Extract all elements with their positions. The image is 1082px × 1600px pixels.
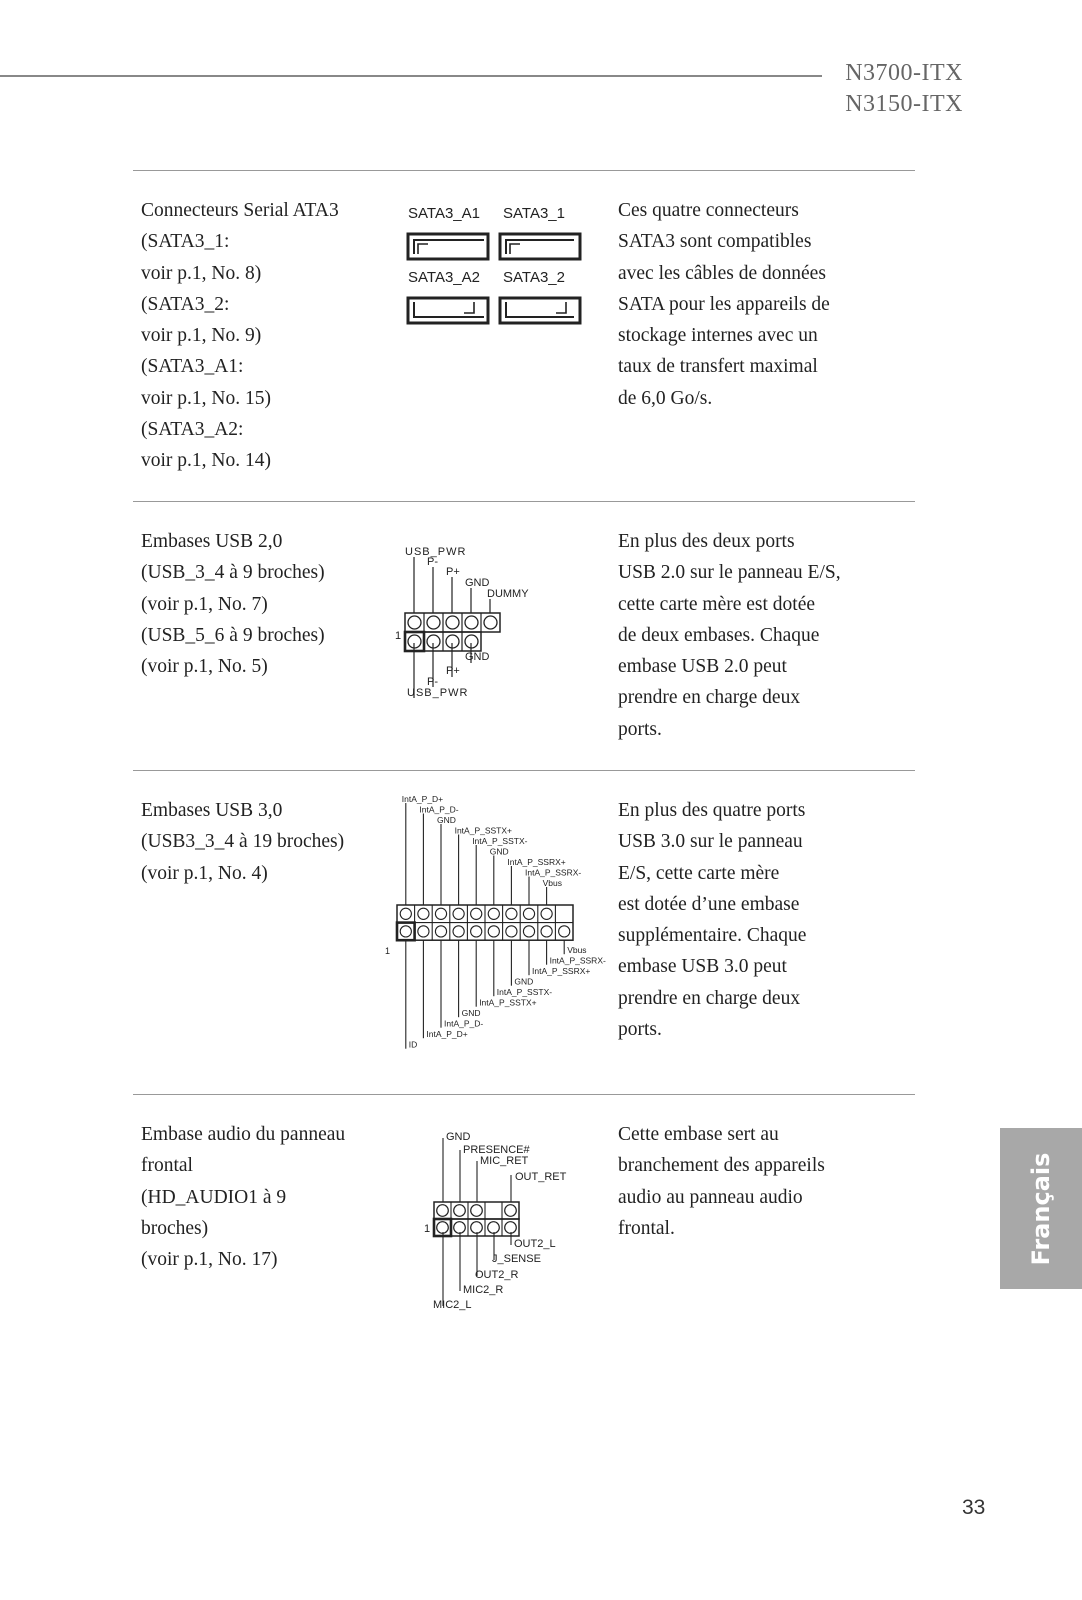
sata3-a1-connector (408, 234, 488, 259)
sata3-1-label: SATA3_1 (503, 205, 565, 222)
usb2-pin-label: GND (465, 651, 490, 663)
language-tab (1000, 1128, 1082, 1289)
usb3-pin-label: GND (514, 976, 534, 987)
usb3-header-explanation: En plus des quatre ports USB 3.0 sur le panneau E/S, cette carte mère est dotée d’une embase supplémentaire. Chaque embase USB 3.0 peut prendre en charge deux ports. (618, 800, 807, 1041)
usb3-pin-label: Vbus (567, 945, 587, 956)
hd-audio-explanation: Cette embase sert au branchement des appareils audio au panneau audio frontal. (618, 1124, 825, 1239)
sata-connector-explanation: Ces quatre connecteurs SATA3 sont compatibles avec les câbles de données SATA pour les appareils de stockage internes avec un taux de transfert maximal de 6,0 Go/s. (618, 200, 830, 409)
audio-pin-label: J_SENSE (492, 1253, 541, 1265)
sata3-2-label: SATA3_2 (503, 269, 565, 286)
usb3-pin-label: ID (408, 1039, 418, 1050)
section-divider (133, 501, 915, 502)
usb3-pin-label: IntA_P_SSRX+ (532, 966, 591, 977)
usb3-pin-label: IntA_P_SSTX+ (479, 997, 537, 1008)
usb2-header-diagram (395, 545, 565, 710)
language-tab-label: Français (1027, 1152, 1055, 1265)
sata3-2-connector (500, 298, 580, 323)
audio-pin-label: PRESENCE# (463, 1144, 530, 1156)
usb2-pin-label: P- (427, 676, 438, 688)
usb3-pin-label: IntA_P_D+ (426, 1029, 468, 1040)
audio-pin-label: OUT2_L (514, 1238, 556, 1250)
audio-pin-label: MIC2_R (463, 1284, 504, 1296)
audio-pin-label: MIC2_L (433, 1299, 472, 1311)
usb3-pin-label: Vbus (542, 878, 562, 888)
usb3-pin-label: GND (461, 1008, 481, 1019)
sata3-a2-label: SATA3_A2 (408, 269, 480, 286)
section-divider (133, 170, 915, 171)
audio-pin-label: OUT_RET (515, 1171, 567, 1183)
hd-audio-description: Embase audio du panneau frontal (HD_AUDIO1 à 9 broches) (voir p.1, No. 17) (141, 1124, 346, 1271)
audio-pin-label: MIC_RET (480, 1155, 529, 1167)
section-divider (133, 770, 915, 771)
usb3-header-diagram (385, 794, 606, 1080)
usb2-pin-label: USB_PWR (407, 687, 469, 699)
sata3-1-connector (500, 234, 580, 259)
usb2-pin-label: P- (427, 556, 438, 568)
usb2-pin-label: P+ (446, 566, 460, 578)
sata-connector-description: Connecteurs Serial ATA3 (SATA3_1: voir p.1, No. 8) (SATA3_2: voir p.1, No. 9) (SATA3_A1: voir p.1, No. 15) (SATA3_A2: voir p.1, No. 14) (141, 200, 339, 472)
audio-pin-label: OUT2_R (475, 1269, 519, 1281)
audio-pin-label: GND (446, 1131, 471, 1143)
usb3-pin-label: IntA_P_SSRX- (549, 955, 606, 966)
usb2-pin-label: USB_PWR (405, 546, 467, 558)
usb2-header-description: Embases USB 2,0 (USB_3_4 à 9 broches) (voir p.1, No. 7) (USB_5_6 à 9 broches) (voir p.1, No. 5) (141, 531, 325, 678)
usb3-pin-label: IntA_P_D- (444, 1018, 484, 1029)
usb3-pin-label: IntA_P_D- (419, 804, 459, 815)
usb2-pin1-marker: 1 (395, 630, 402, 642)
usb3-pin1-marker: 1 (385, 946, 391, 956)
sata3-a2-connector (408, 298, 488, 323)
usb3-pin-label: IntA_P_SSRX+ (507, 857, 566, 867)
usb3-pin-label: IntA_P_SSTX- (496, 987, 553, 998)
usb3-pin-label: IntA_P_SSRX- (525, 867, 582, 878)
usb3-pin-label: IntA_P_SSTX- (472, 836, 528, 846)
usb2-pin-label: DUMMY (487, 588, 529, 600)
usb3-pin-label: GND (489, 846, 509, 857)
hd-audio-header-diagram (420, 1128, 580, 1318)
sata-connectors-diagram (400, 200, 590, 330)
model-name-1: N3700-ITX (845, 60, 963, 86)
section-divider (133, 1094, 915, 1095)
usb3-pin-label: IntA_P_SSTX+ (454, 825, 513, 836)
usb2-pin-label: GND (465, 577, 490, 589)
usb2-header-explanation: En plus des deux ports USB 2.0 sur le panneau E/S, cette carte mère est dotée de deux embases. Chaque embase USB 2.0 peut prendre en charge deux ports. (618, 531, 841, 740)
model-name-2: N3150-ITX (845, 91, 963, 117)
usb3-pin-label: IntA_P_D+ (401, 794, 444, 804)
audio-pin1-marker: 1 (424, 1223, 431, 1235)
page-number: 33 (962, 1496, 986, 1519)
sata3-a1-label: SATA3_A1 (408, 205, 480, 222)
usb3-pin-label: GND (437, 815, 456, 825)
header-rule (0, 75, 822, 77)
usb2-pin-label: P+ (446, 665, 460, 677)
usb3-header-description: Embases USB 3,0 (USB3_3_4 à 19 broches) (voir p.1, No. 4) (141, 800, 345, 884)
